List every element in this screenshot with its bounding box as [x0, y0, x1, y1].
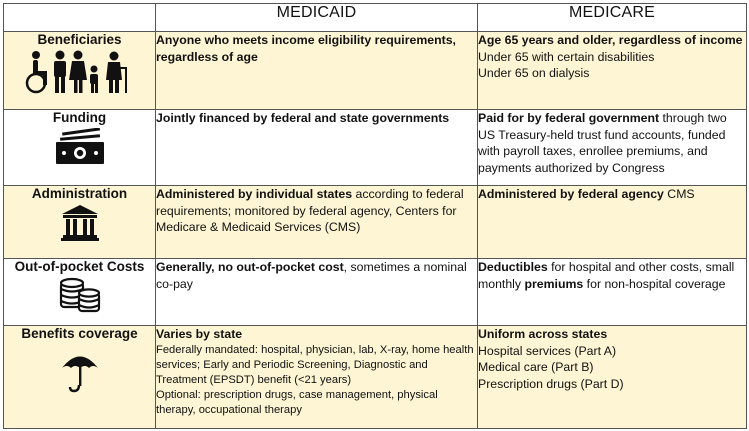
- medicare-out-of-pocket-end: for non-hospital coverage: [583, 276, 726, 291]
- medicaid-benefits-optional: Optional: prescription drugs, case management, physical therapy, occupational therapy: [156, 388, 438, 416]
- medicaid-funding: [156, 110, 478, 186]
- medicare-administration-rest: CMS: [663, 187, 695, 201]
- header-medicaid: MEDICAID: [156, 4, 478, 32]
- medicare-beneficiaries-bold: Age 65 years and older, regardless of income: [478, 33, 743, 47]
- medicare-out-of-pocket-mid: for hospital and other costs, small monthly: [478, 260, 735, 291]
- medicare-funding-bold: Paid for by federal government: [478, 111, 660, 125]
- medicare-benefits-line: Medical care (Part B): [478, 360, 594, 374]
- medicaid-out-of-pocket-bold: Generally, no out-of-pocket cost: [156, 260, 344, 274]
- medicaid-benefits-bold: Varies by state: [156, 327, 243, 341]
- medicaid-funding-text: Jointly financed by federal and state governments: [156, 111, 450, 125]
- comparison-table: [3, 3, 747, 429]
- row-label-cell: [4, 259, 156, 326]
- row-administration: [4, 186, 747, 259]
- row-out-of-pocket: [4, 259, 747, 326]
- medicare-beneficiaries-line: Under 65 with certain disabilities: [478, 49, 655, 64]
- medicare-deductibles: Deductibles: [478, 260, 548, 274]
- row-label-cell: [4, 326, 156, 429]
- medicaid-benefits: [156, 326, 478, 429]
- row-funding: [4, 110, 747, 186]
- row-label: Beneficiaries: [37, 32, 122, 47]
- medicare-beneficiaries: [478, 32, 747, 110]
- row-label: Out-of-pocket Costs: [14, 259, 145, 274]
- medicare-benefits-line: Hospital services (Part A): [478, 343, 617, 358]
- medicare-administration-bold: Administered by federal agency: [478, 187, 664, 201]
- medicaid-beneficiaries: [156, 32, 478, 110]
- medicare-out-of-pocket: [478, 259, 747, 326]
- row-label: Funding: [52, 110, 107, 125]
- coins-stack-icon: [57, 277, 103, 313]
- medicaid-beneficiaries-text: Anyone who meets income eligibility requirements, regardless of age: [156, 33, 456, 64]
- umbrella-icon: [61, 351, 99, 393]
- people-family-icon: [24, 50, 136, 94]
- medicaid-out-of-pocket-rest: , sometimes a nominal co-pay: [156, 260, 467, 291]
- header-medicare: MEDICARE: [478, 4, 747, 32]
- row-label-cell: [4, 186, 156, 259]
- row-label-cell: [4, 32, 156, 110]
- medicare-administration: [478, 186, 747, 259]
- medicaid-administration-bold: Administered by individual states: [156, 187, 353, 201]
- medicaid-administration: [156, 186, 478, 259]
- medicare-funding-rest: through two US Treasury-held trust fund accounts, funded with payroll taxes, enrollee premiums, and payments authorized by Congress: [478, 111, 727, 175]
- medicare-premiums: premiums: [524, 276, 584, 291]
- medicare-benefits-line: Prescription drugs (Part D): [478, 376, 624, 391]
- row-label: Administration: [31, 186, 128, 201]
- row-beneficiaries: [4, 32, 747, 110]
- government-building-icon: [60, 204, 100, 242]
- medicare-benefits-bold: Uniform across states: [478, 327, 608, 341]
- medicaid-benefits-mandated: Federally mandated: hospital, physician, lab, X-ray, home health services; Early and Periodic Screening, Diagnostic and Treatment (EPSDT) benefit (<21 years): [156, 343, 474, 386]
- header-row: [4, 4, 747, 32]
- money-cash-icon: [52, 128, 108, 168]
- medicare-funding: [478, 110, 747, 186]
- header-blank-cell: [4, 4, 156, 32]
- row-label-cell: [4, 110, 156, 186]
- row-label: Benefits coverage: [21, 326, 138, 341]
- row-benefits-coverage: [4, 326, 747, 429]
- medicaid-out-of-pocket: [156, 259, 478, 326]
- medicare-beneficiaries-line: Under 65 on dialysis: [478, 66, 590, 80]
- medicare-benefits: [478, 326, 747, 429]
- medicaid-administration-rest: according to federal requirements; monitored by federal agency, Centers for Medicare & Medicaid Services (CMS): [156, 187, 464, 234]
